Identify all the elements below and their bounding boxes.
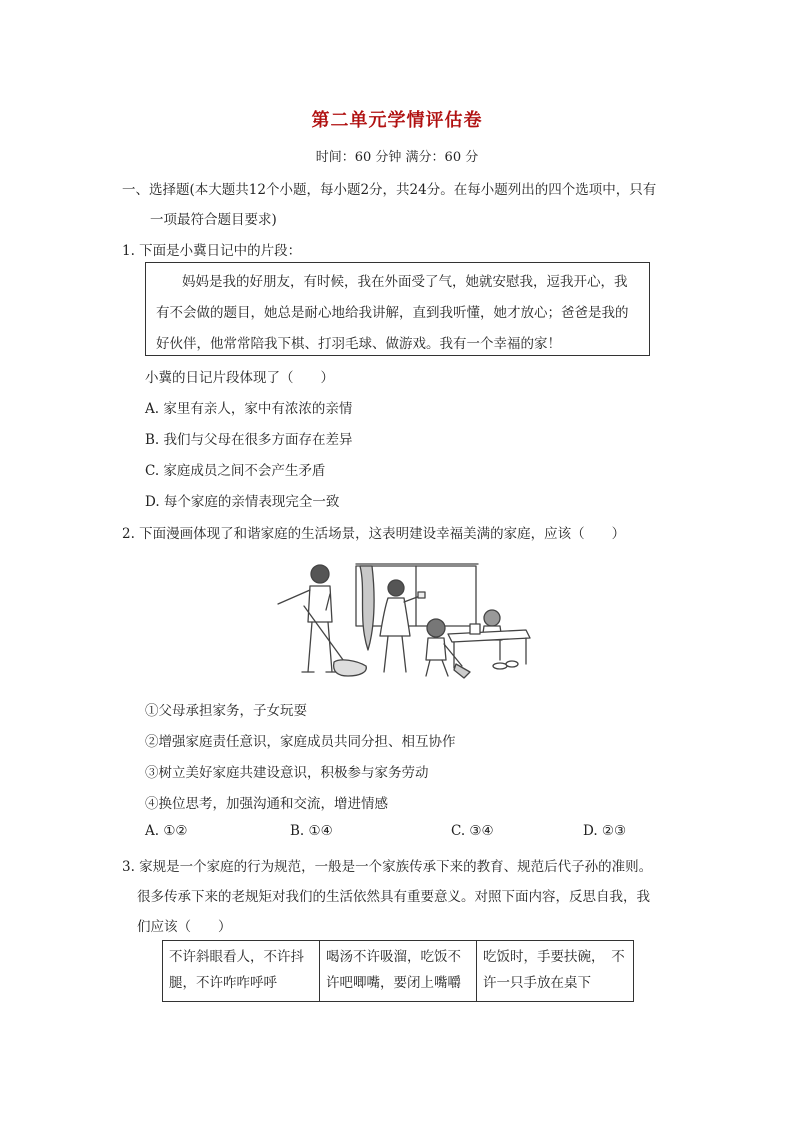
q1-option-c: C. 家庭成员之间不会产生矛盾 xyxy=(145,463,326,479)
family-rules-table xyxy=(162,940,634,1002)
q1-option-a: A. 家里有亲人，家中有浓浓的亲情 xyxy=(145,401,353,417)
table-row xyxy=(163,941,634,1002)
q3-stem-line1: 3. 家规是一个家庭的行为规范，一般是一个家族传承下来的教育、规范后代子孙的准则。 xyxy=(122,859,653,875)
q2-choice-b: B. ①④ xyxy=(290,823,333,839)
q1-option-d: D. 每个家庭的亲情表现完全一致 xyxy=(145,494,340,510)
q1-question: 小冀的日记片段体现了（ ） xyxy=(145,370,334,386)
table-cell xyxy=(477,941,634,1002)
q2-choice-d: D. ②③ xyxy=(583,823,627,839)
table-cell xyxy=(163,941,320,1002)
family-chores-cartoon xyxy=(264,560,534,686)
q2-statement-1: ①父母承担家务，子女玩耍 xyxy=(145,703,307,719)
diary-line: 妈妈是我的好朋友，有时候，我在外面受了气，她就安慰我，逗我开心，我 xyxy=(182,274,628,290)
exam-time-score: 时间：60 分钟 满分：60 分 xyxy=(315,150,479,165)
q1-stem: 1. 下面是小冀日记中的片段： xyxy=(122,243,302,259)
q2-statement-3: ③树立美好家庭共建设意识，积极参与家务劳动 xyxy=(145,765,429,781)
q2-statement-4: ④换位思考，加强沟通和交流，增进情感 xyxy=(145,796,388,812)
q2-choice-c: C. ③④ xyxy=(451,823,494,839)
q2-stem: 2. 下面漫画体现了和谐家庭的生活场景，这表明建设幸福美满的家庭，应该（ ） xyxy=(122,526,626,542)
cell-line: 腿，不许咋咋呼呼 xyxy=(169,975,277,991)
cell-line: 吃饭时，手要扶碗， 不 xyxy=(483,949,625,965)
diary-line: 有不会做的题目，她总是耐心地给我讲解，直到我听懂，她才放心；爸爸是我的 xyxy=(156,305,629,321)
section-heading: 一、选择题(本大题共12个小题，每小题2分，共24分。在每小题列出的四个选项中，只有 xyxy=(122,182,657,198)
q3-stem-line3: 们应该（ ） xyxy=(137,919,232,935)
diary-passage-box xyxy=(145,262,650,356)
page-title: 第二单元学情评估卷 xyxy=(311,110,483,131)
cell-line: 不许斜眼看人，不许抖 xyxy=(169,949,304,965)
diary-line: 好伙伴，他常常陪我下棋、打羽毛球、做游戏。我有一个幸福的家！ xyxy=(156,336,561,352)
cell-line: 喝汤不许吸溜，吃饭不 xyxy=(326,949,461,965)
cell-line: 许一只手放在桌下 xyxy=(483,975,591,991)
table-cell xyxy=(320,941,477,1002)
q2-statement-2: ②增强家庭责任意识，家庭成员共同分担、相互协作 xyxy=(145,734,456,750)
q3-stem-line2: 很多传承下来的老规矩对我们的生活依然具有重要意义。对照下面内容，反思自我，我 xyxy=(137,889,650,905)
cell-line: 许吧唧嘴，要闭上嘴嚼 xyxy=(326,975,461,991)
q1-option-b: B. 我们与父母在很多方面存在差异 xyxy=(145,432,353,448)
section-heading-cont: 一项最符合题目要求) xyxy=(150,212,277,228)
q2-choice-a: A. ①② xyxy=(145,823,188,839)
